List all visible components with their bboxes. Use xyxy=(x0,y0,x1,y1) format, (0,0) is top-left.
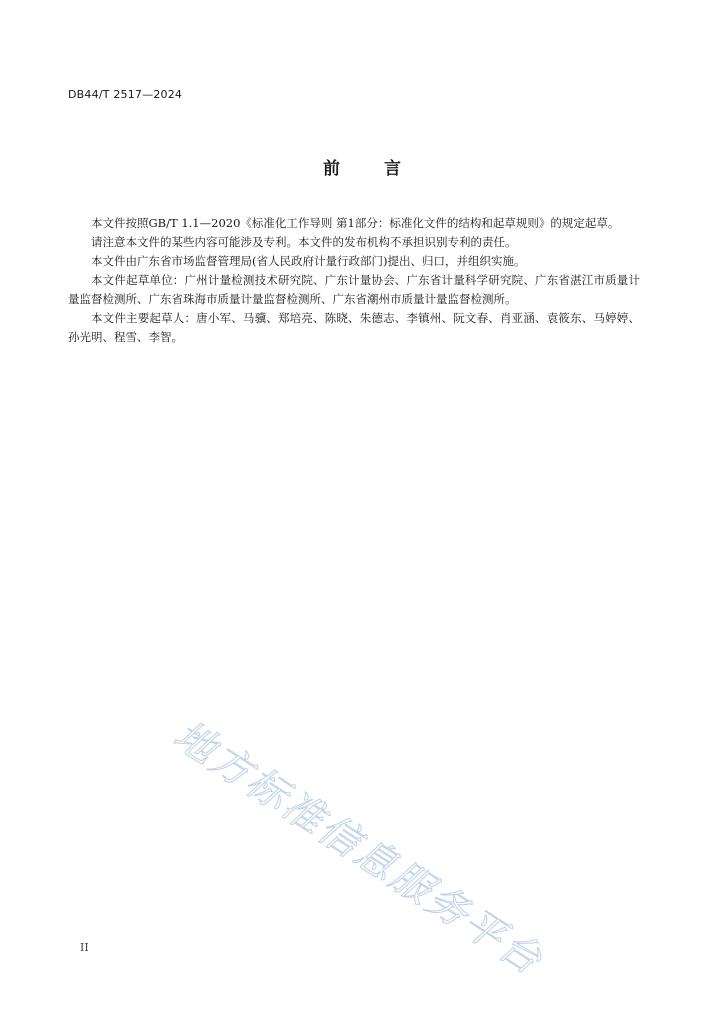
page-number: II xyxy=(80,941,89,954)
title-char-left: 前 xyxy=(323,159,340,179)
watermark-text: 地方标准信息服务平台 xyxy=(165,712,552,985)
paragraph-drafters: 本文件主要起草人：唐小军、马骥、郑培亮、陈晓、朱德志、李镇州、阮文春、肖亚涵、袁筱东、马婷婷、孙光明、程雪、李智。 xyxy=(68,311,640,344)
page-title xyxy=(0,154,724,179)
foreword-body xyxy=(68,214,640,347)
paragraph-proposer: 本文件由广东省市场监督管理局(省人民政府计量行政部门)提出、归口，并组织实施。 xyxy=(91,254,526,268)
paragraph-drafting-basis: 本文件按照GB/T 1.1—2020《标准化工作导则 第1部分：标准化文件的结构和起草规则》的规定起草。 xyxy=(91,216,620,230)
title-char-right: 言 xyxy=(384,159,401,179)
paragraph-patent-notice: 请注意本文件的某些内容可能涉及专利。本文件的发布机构不承担识别专利的责任。 xyxy=(91,235,517,249)
document-code: DB44/T 2517—2024 xyxy=(68,88,183,101)
paragraph-drafting-units: 本文件起草单位：广州计量检测技术研究院、广东计量协会、广东省计量科学研究院、广东省湛江市质量计量监督检测所、广东省珠海市质量计量监督检测所、广东省潮州市质量计量监督检测所。 xyxy=(68,273,640,306)
